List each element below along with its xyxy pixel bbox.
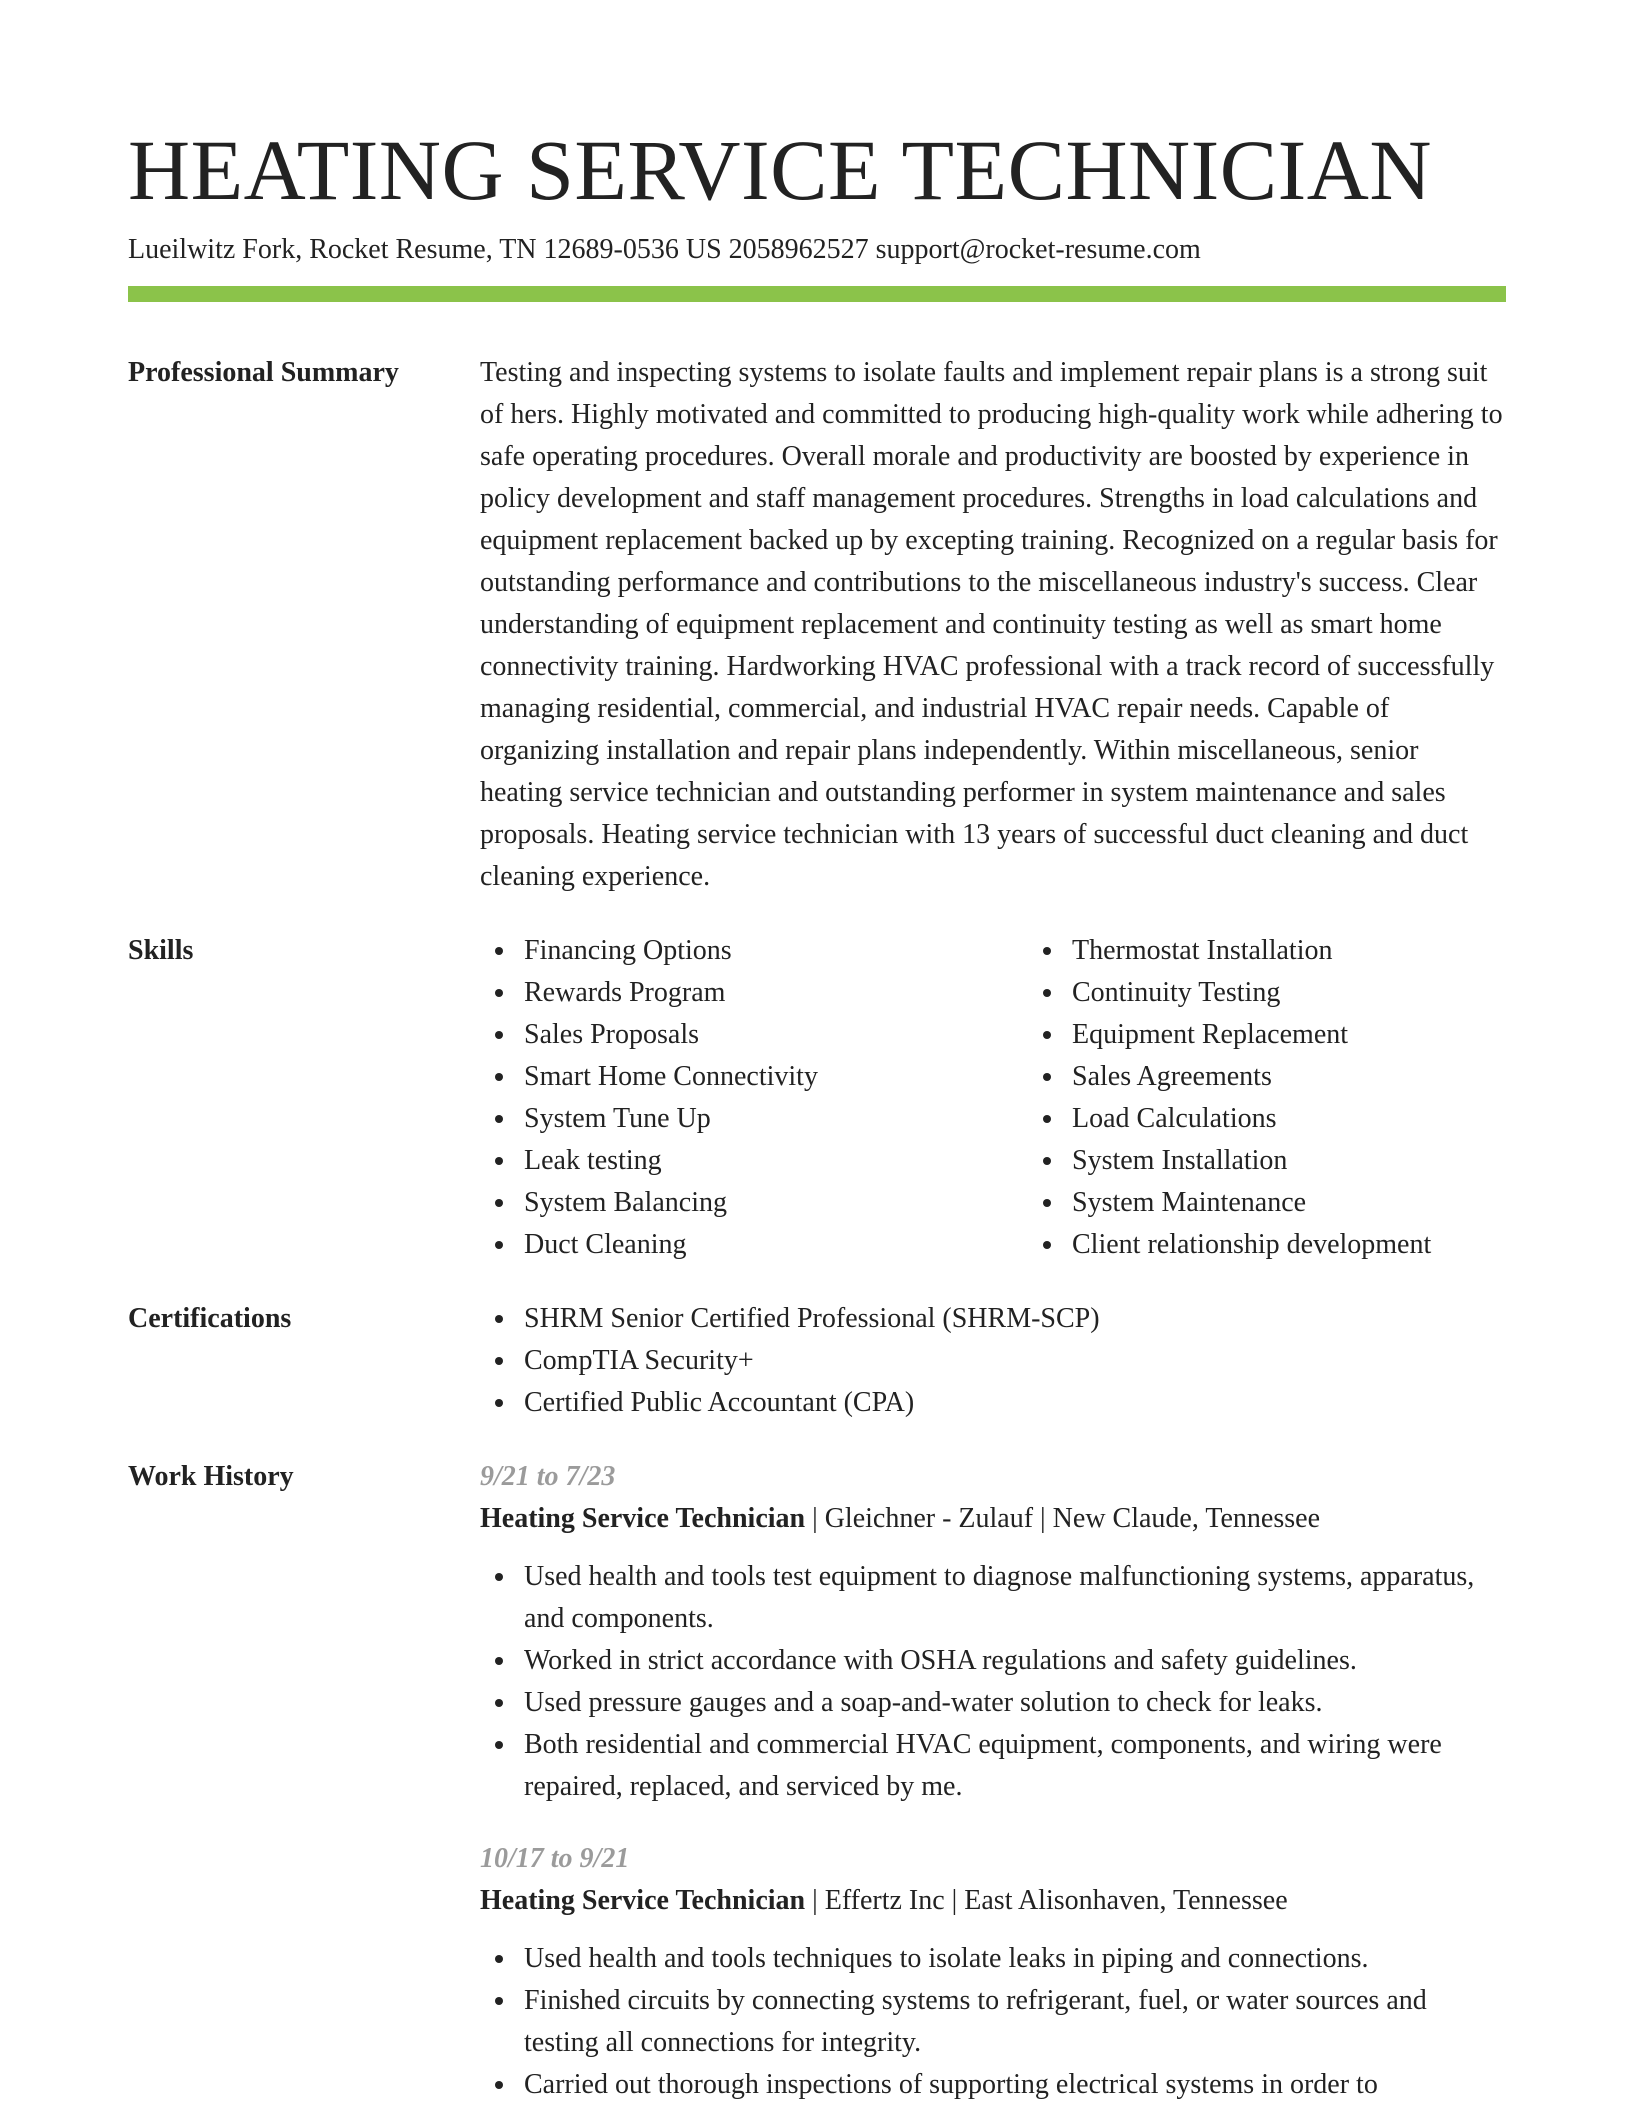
certification-item: SHRM Senior Certified Professional (SHRM-SCP) [524,1298,1506,1340]
certification-item: Certified Public Accountant (CPA) [524,1382,1506,1424]
section-label: Skills [128,935,194,966]
section-label: Professional Summary [128,357,399,388]
section-label: Certifications [128,1303,292,1334]
resume-name: HEATING SERVICE TECHNICIAN [128,122,1433,218]
job-bullet: Used pressure gauges and a soap-and-water solution to check for leaks. [524,1682,1506,1724]
skill-item: System Maintenance [1072,1182,1576,1224]
skill-item: Sales Proposals [524,1014,1028,1056]
skill-item: Continuity Testing [1072,972,1576,1014]
skill-item: Duct Cleaning [524,1224,1028,1266]
job-entry [480,1456,1506,1808]
skill-item: System Tune Up [524,1098,1028,1140]
skill-item: Thermostat Installation [1072,930,1576,972]
job-details: | Gleichner - Zulauf | New Claude, Tennessee [805,1503,1320,1534]
skill-item: Client relationship development [1072,1224,1576,1266]
section-professional-summary [128,352,1506,898]
skills-list-left [480,930,1028,1266]
job-dates: 9/21 to 7/23 [480,1461,616,1492]
section-label: Work History [128,1461,294,1492]
certification-item: CompTIA Security+ [524,1340,1506,1382]
accent-divider [128,286,1506,302]
job-bullet: Worked in strict accordance with OSHA regulations and safety guidelines. [524,1640,1506,1682]
resume-page [128,120,1506,2106]
summary-text: Testing and inspecting systems to isolate faults and implement repair plans is a strong suit of hers. Highly motivated and committed to producing high-quality work while adhering to safe operating procedures. Overall morale and productivity are boosted by experience in policy development and staff management procedures. Strengths in load calculations and equipment replacement backed up by excepting training. Recognized on a regular basis for outstanding performance and contributions to the miscellaneous industry's success. Clear understanding of equipment replacement and continuity testing as well as smart home connectivity training. Hardworking HVAC professional with a track record of successfully managing residential, commercial, and industrial HVAC repair needs. Capable of organizing installation and repair plans independently. Within miscellaneous, senior heating service technician and outstanding performer in system maintenance and sales proposals. Heating service technician with 13 years of successful duct cleaning and duct cleaning experience. [480,357,1503,892]
section-skills [128,930,1506,1266]
job-bullet: Used health and tools test equipment to diagnose malfunctioning systems, apparatus, and components. [524,1556,1506,1640]
skill-item: Financing Options [524,930,1028,972]
skill-item: Leak testing [524,1140,1028,1182]
job-heading [480,1880,1506,1922]
job-title: Heating Service Technician [480,1503,806,1534]
skill-item: System Installation [1072,1140,1576,1182]
section-work-history [128,1456,1506,2106]
job-entry [480,1838,1506,2106]
skills-list-right [1028,930,1576,1266]
skill-item: Rewards Program [524,972,1028,1014]
job-details: | Effertz Inc | East Alisonhaven, Tennessee [805,1885,1288,1916]
certifications-list [480,1298,1506,1424]
skill-item: Smart Home Connectivity [524,1056,1028,1098]
job-heading [480,1498,1506,1540]
contact-line: Lueilwitz Fork, Rocket Resume, TN 12689-0536 US 2058962527 support@rocket-resume.com [128,234,1201,265]
job-dates: 10/17 to 9/21 [480,1843,630,1874]
job-bullets [480,1556,1506,1808]
section-certifications [128,1298,1506,1424]
job-bullet: Finished circuits by connecting systems to refrigerant, fuel, or water sources and testing all connections for integrity. [524,1980,1506,2064]
skill-item: System Balancing [524,1182,1028,1224]
job-title: Heating Service Technician [480,1885,806,1916]
job-bullets [480,1938,1506,2106]
skill-item: Equipment Replacement [1072,1014,1576,1056]
job-bullet: Used health and tools techniques to isolate leaks in piping and connections. [524,1938,1506,1980]
skill-item: Sales Agreements [1072,1056,1576,1098]
skill-item: Load Calculations [1072,1098,1576,1140]
job-bullet: Carried out thorough inspections of supporting electrical systems in order to [524,2064,1506,2106]
job-bullet: Both residential and commercial HVAC equipment, components, and wiring were repaired, replaced, and serviced by me. [524,1724,1506,1808]
